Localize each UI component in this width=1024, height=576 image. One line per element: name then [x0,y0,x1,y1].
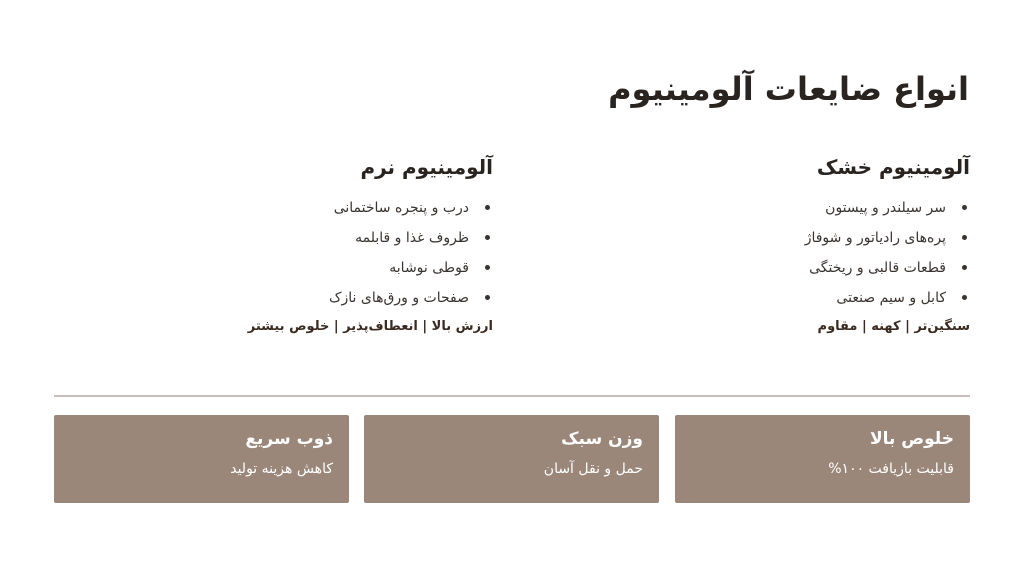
list-item [193,287,493,317]
soft-aluminum-list [193,197,493,317]
bullet-icon [962,295,967,300]
feature-card-title: خلوص بالا [869,429,954,449]
list-item [193,197,493,227]
list-item [193,227,493,257]
dry-aluminum-list [670,197,970,317]
list-item-text: صفحات و ورق‌های نازک [328,290,469,306]
list-item-text: قطعات قالبی و ریختگی [809,260,946,276]
list-item-text: قوطی نوشابه [389,260,469,276]
dry-aluminum-section [670,155,970,334]
list-item [670,257,970,287]
feature-card-title: وزن سبک [561,429,643,449]
feature-card-weight [364,415,659,503]
list-item-text: کابل و سیم صنعتی [836,290,946,306]
list-item-text: درب و پنجره ساختمانی [333,200,469,216]
list-item [670,287,970,317]
page-title: انواع ضایعات آلومینیوم [608,70,969,108]
dry-aluminum-summary: سنگین‌تر | کهنه | مقاوم [817,319,970,334]
feature-card-text: قابلیت بازیافت ۱۰۰% [828,461,954,477]
feature-card-purity [675,415,970,503]
list-item-text: ظروف غذا و قابلمه [355,230,469,246]
soft-aluminum-summary: ارزش بالا | انعطاف‌پذیر | خلوص بیشتر [247,319,493,334]
bullet-icon [485,235,490,240]
dry-aluminum-heading: آلومینیوم خشک [816,155,970,179]
feature-card-text: کاهش هزینه تولید [230,461,333,477]
soft-aluminum-heading: آلومینیوم نرم [360,155,493,179]
list-item [193,257,493,287]
divider [54,395,970,397]
list-item-text: پره‌های رادیاتور و شوفاژ [804,230,946,246]
list-item [670,197,970,227]
bullet-icon [485,265,490,270]
feature-card-text: حمل و نقل آسان [543,461,643,477]
bullet-icon [962,205,967,210]
list-item [670,227,970,257]
bullet-icon [485,295,490,300]
bullet-icon [485,205,490,210]
feature-card-melting [54,415,349,503]
feature-card-title: ذوب سریع [245,429,333,449]
bullet-icon [962,265,967,270]
list-item-text: سر سیلندر و پیستون [825,200,946,216]
bullet-icon [962,235,967,240]
soft-aluminum-section [193,155,493,334]
